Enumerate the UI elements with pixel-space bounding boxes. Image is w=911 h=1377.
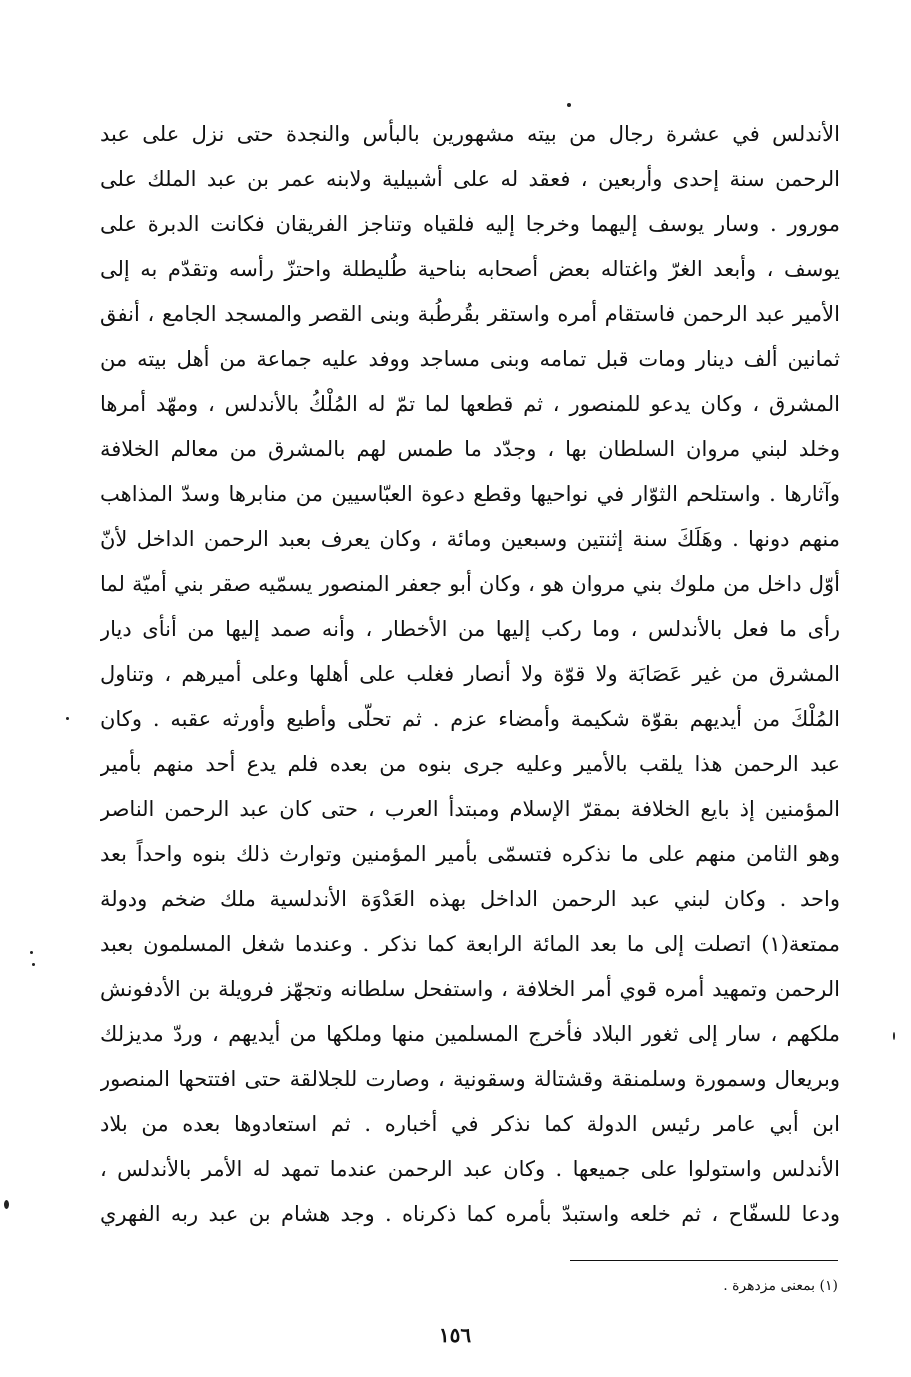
text-line: ثمانين ألف دينار ومات قبل تمامه وبنى مساجد ووفد عليه جماعة من أهل بيته من bbox=[100, 347, 840, 371]
text-line: ودعا للسفّاح ، ثم خلعه واستبدّ بأمره كما ذكرناه . وجد هشام بن عبد ربه الفهري bbox=[100, 1202, 840, 1226]
text-line: الرحمن وتمهيد أمره قوي أمر الخلافة ، واستفحل سلطانه وتجهّز فرويلة بن الأدفونش bbox=[100, 977, 840, 1001]
footnote-divider bbox=[570, 1260, 838, 1261]
text-line: وآثارها . واستلحم الثوّار في نواحيها وقطع دعوة العبّاسيين من منابرها وسدّ المذاهب bbox=[100, 482, 840, 506]
text-line: المشرق من غير عَصَابَة ولا قوّة ولا أنصار فغلب على أهلها وعلى أميرهم ، وتناول bbox=[100, 662, 840, 686]
text-line: واحد . وكان لبني عبد الرحمن الداخل بهذه العَدْوَة الأندلسية ملك ضخم ودولة bbox=[100, 887, 840, 911]
text-line: الأمير عبد الرحمن فاستقام أمره واستقر بقُرطُبة وبنى القصر والمسجد الجامع ، أنفق bbox=[100, 302, 840, 326]
text-line: وبريعال وسمورة وسلمنقة وقشتالة وسقونية ، وصارت للجلالقة حتى افتتحها المنصور bbox=[100, 1067, 840, 1091]
scan-speck bbox=[893, 1032, 895, 1040]
text-line: رأى ما فعل بالأندلس ، وما ركب إليها من الأخطار ، وأنه صمد إليها من أنأى ديار bbox=[100, 617, 840, 641]
text-line: الرحمن سنة إحدى وأربعين ، فعقد له على أشبيلية ولابنه عمر بن عبد الملك على bbox=[100, 167, 840, 191]
text-line: المشرق ، وكان يدعو للمنصور ، ثم قطعها لما تمّ له المُلْكُ بالأندلس ، ومهّد أمرها bbox=[100, 392, 840, 416]
text-line: وهو الثامن منهم على ما نذكره فتسمّى بأمير المؤمنين وتوارث ذلك بنوه واحداً بعد bbox=[100, 842, 840, 866]
text-line: عبد الرحمن هذا يلقب بالأمير وعليه جرى بنوه من بعده فلم يدع أحد منهم بأمير bbox=[100, 752, 840, 776]
text-line: أوّل داخل من ملوك بني مروان هو ، وكان أبو جعفر المنصور يسمّيه صقر بني أميّة لما bbox=[100, 572, 840, 596]
footnote: (١) بمعنى مزدهرة . bbox=[723, 1278, 838, 1294]
text-line: المُلْكَ من أيديهم بقوّة شكيمة وأمضاء عزم . ثم تحلّى وأطيع وأورثه عقبه . وكان bbox=[100, 707, 840, 731]
text-line: ملكهم ، سار إلى ثغور البلاد فأخرج المسلمين منها وملكها من أيديهم ، وردّ مديزلك bbox=[100, 1022, 840, 1046]
scan-speck bbox=[30, 951, 33, 954]
text-line: ممتعة(١) اتصلت إلى ما بعد المائة الرابعة كما نذكر . وعندما شغل المسلمون بعبد bbox=[100, 932, 840, 956]
text-line: مورور . وسار يوسف إليهما وخرجا إليه فلقياه وتناجز الفريقان فكانت الدبرة على bbox=[100, 212, 840, 236]
text-line: الأندلس واستولوا على جميعها . وكان عبد الرحمن عندما تمهد له الأمر بالأندلس ، bbox=[100, 1157, 840, 1181]
text-line: ابن أبي عامر رئيس الدولة كما نذكر في أخباره . ثم استعادوها بعده من بلاد bbox=[100, 1112, 840, 1136]
text-line: الأندلس في عشرة رجال من بيته مشهورين بالبأس والنجدة حتى نزل على عبد bbox=[100, 122, 840, 146]
scan-speck bbox=[66, 717, 69, 720]
scan-speck bbox=[567, 103, 571, 107]
text-line: المؤمنين إذ بايع الخلافة بمقرّ الإسلام ومبتدأ العرب ، حتى كان عبد الرحمن الناصر bbox=[100, 797, 840, 821]
main-text-block bbox=[100, 112, 840, 1237]
page-number: ١٥٦ bbox=[438, 1323, 472, 1347]
scan-speck bbox=[4, 1200, 9, 1209]
scan-speck bbox=[32, 963, 35, 966]
text-line: منهم دونها . وهَلَكَ سنة إثنتين وسبعين ومائة ، وكان يعرف بعبد الرحمن الداخل لأنّ bbox=[100, 527, 840, 551]
text-line: يوسف ، وأبعد الغرّ واغتاله بعض أصحابه بناحية طُليطلة واحتزّ رأسه وتقدّم به إلى bbox=[100, 257, 840, 281]
text-line: وخلد لبني مروان السلطان بها ، وجدّد ما طمس لهم بالمشرق من معالم الخلافة bbox=[100, 437, 840, 461]
